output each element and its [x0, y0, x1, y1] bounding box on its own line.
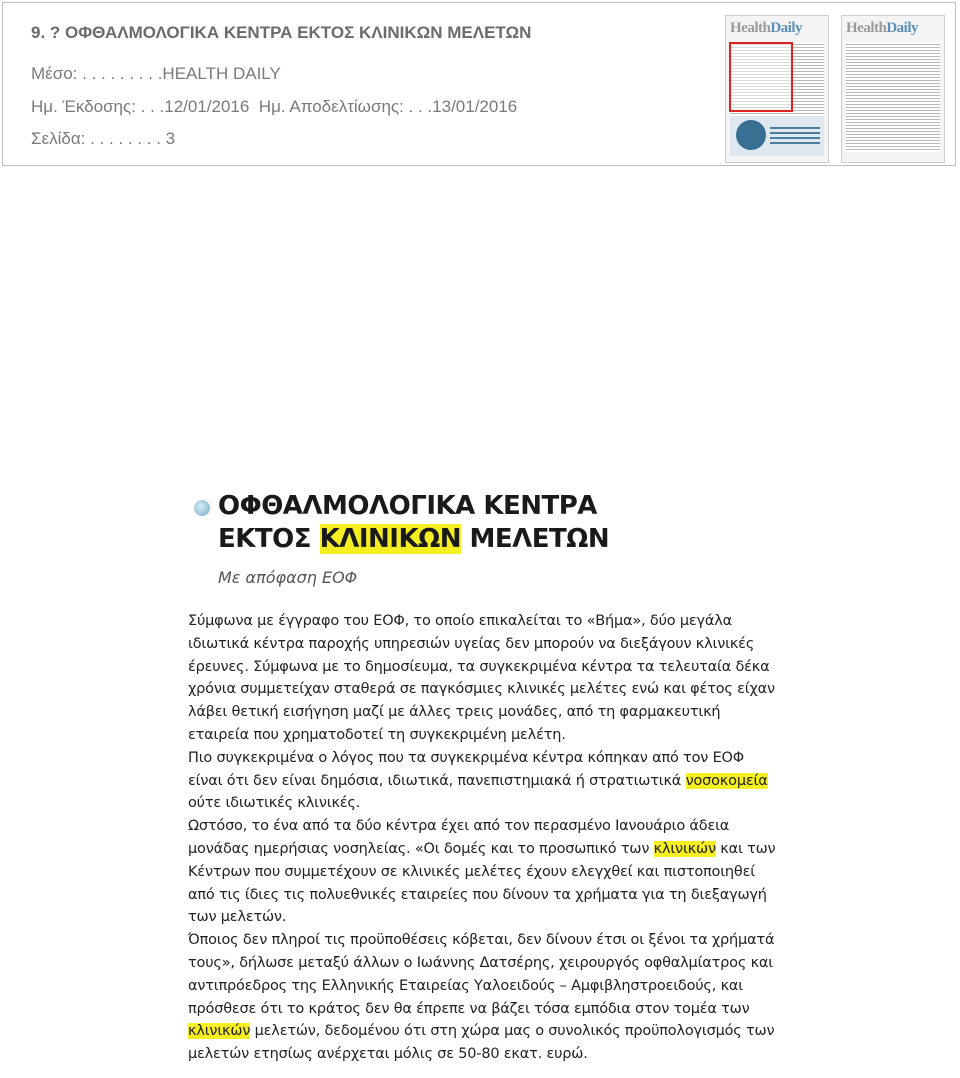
title-line-1: ΟΦΘΑΛΜΟΛΟΓΙΚΑ ΚΕΝΤΡΑ	[218, 491, 597, 521]
advert-text-lines	[770, 124, 820, 146]
paragraph-4: Όποιος δεν πληροί τις προϋποθέσεις κόβεται, δεν δίνουν έτσι οι ξένοι τα χρήματά τους», δήλωσε μεταξύ άλλων ο Ιωάννης Δατσέρης, χειρουργός οφθαλμίατρος και αντιπρόεδρος της Ελληνικής Εταιρείας Υαλοειδούς – Αμφιβληστροειδούς, και πρόσθεσε ότι το κράτος δεν θα έπρεπε να βάζει τόσα εμπόδια στον τομέα των κλινικών μελετών, δεδομένου ότι στη χώρα μας ο συνολικός προϋπολογισμός των μελετών ετησίως ανέρχεται μόλις σε 50-80 εκατ. ευρώ.	[188, 932, 775, 1063]
clipping-title: 9. ? ΟΦΘΑΛΜΟΛΟΓΙΚΑ ΚΕΝΤΡΑ ΕΚΤΟΣ ΚΛΙΝΙΚΩΝ ΜΕΛΕΤΩΝ	[31, 23, 532, 42]
advert-circle-graphic	[736, 120, 766, 150]
thumbnail-masthead: HealthDaily	[846, 20, 919, 36]
clipping-header	[2, 2, 956, 166]
article-body	[188, 610, 780, 1066]
thumbnail-text-lines	[846, 42, 940, 152]
highlighted-term: νοσοκομεία	[685, 772, 768, 789]
page-thumbnail-2[interactable]	[841, 15, 945, 163]
bullet-dot-icon	[194, 500, 210, 516]
medium-line: Μέσο: . . . . . . . . .HEALTH DAILY	[31, 64, 281, 83]
title-line-2: ΕΚΤΟΣ ΚΛΙΝΙΚΩΝ ΜΕΛΕΤΩΝ	[218, 524, 610, 554]
thumbnail-advert	[730, 116, 824, 156]
article-clipping	[182, 490, 778, 1070]
highlighted-term: κλινικών	[653, 840, 716, 857]
page-line: Σελίδα: . . . . . . . . 3	[31, 129, 176, 148]
page-thumbnail-1[interactable]	[725, 15, 829, 163]
article-subtitle: Με απόφαση ΕΟΦ	[218, 568, 358, 587]
article-highlight-box	[729, 42, 793, 112]
dates-line: Ημ. Έκδοσης: . . .12/01/2016 Ημ. Αποδελτίωσης: . . .13/01/2016	[31, 97, 518, 116]
highlighted-term: κλινικών	[188, 1023, 251, 1040]
paragraph-3: Ωστόσο, το ένα από τα δύο κέντρα έχει από τον περασμένο Ιανουάριο άδεια μονάδας ημερήσιας νοσηλείας. «Οι δομές και το προσωπικό των κλινικών και των Κέντρων που συμμετέχουν σε κλινικές μελέτες έχουν ελεγχθεί και πιστοποιηθεί από τις ίδιες τις πολυεθνικές εταιρείες που δίνουν τα χρήματα για τη διεξαγωγή των μελετών.	[188, 818, 776, 926]
paragraph-2: Πιο συγκεκριμένα ο λόγος που τα συγκεκριμένα κέντρα κόπηκαν από τον ΕΟΦ είναι ότι δεν είναι δημόσια, ιδιωτικά, πανεπιστημιακά ή στρατιωτικά νοσοκομεία ούτε ιδιωτικές κλινικές.	[188, 749, 768, 812]
thumbnail-masthead: HealthDaily	[730, 20, 803, 36]
highlighted-term: ΚΛΙΝΙΚΩΝ	[319, 524, 461, 554]
article-title	[218, 490, 718, 556]
paragraph-1: Σύμφωνα με έγγραφο του ΕΟΦ, το οποίο επικαλείται το «Βήμα», δύο μεγάλα ιδιωτικά κέντρα παροχής υπηρεσιών υγείας δεν μπορούν να διεξάγουν κλινικές έρευνες. Σύμφωνα με το δημοσίευμα, τα συγκεκριμένα κέντρα τα τελευταία δέκα χρόνια συμμετείχαν σταθερά σε παγκόσμιες κλινικές μελέτες ενώ και φέτος είχαν λάβει θετική εισήγηση μαζί με άλλες τρεις μονάδες, από τη φαρμακευτική εταιρεία που χρηματοδοτεί τη συγκεκριμένη μελέτη.	[188, 613, 775, 743]
